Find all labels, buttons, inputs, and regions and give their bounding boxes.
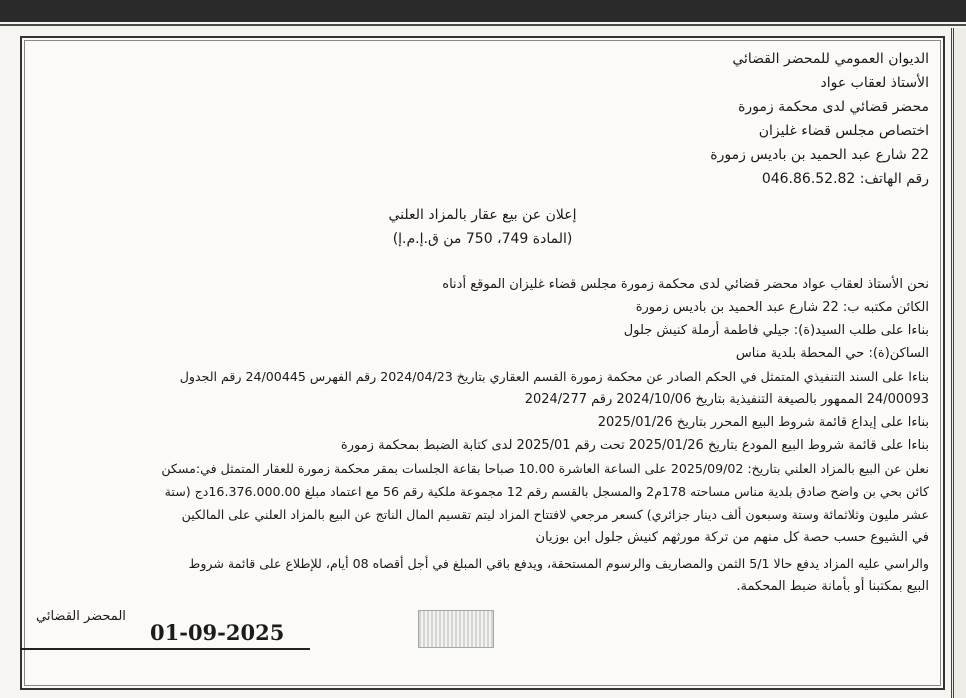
body-line-10: كائن بحي بن واضح صادق بلدية مناس مساحته 178م2 والمسجل بالقسم رقم 12 مجموعة ملكية رقم 56 مع اعتماد مبلغ 16.376.000.00دج (ستة (164, 484, 929, 499)
office-name: الديوان العمومي للمحضر القضائي (732, 51, 929, 67)
body-line-1: نحن الأستاذ لعقاب عواد محضر قضائي لدى محكمة زمورة مجلس قضاء غليزان الموقع أدناه (442, 277, 929, 292)
bailiff-name: الأستاذ لعقاب عواد (820, 75, 929, 91)
notice-title: إعلان عن بيع عقار بالمزاد العلني (388, 207, 577, 223)
top-rule (0, 24, 966, 26)
body-line-5: بناءا على السند التنفيذي المتمثل في الحكم الصادر عن محكمة زمورة القسم العقاري بتاريخ 2024/04/23 رقم الفهرس 24/00445 رقم الجدول (179, 369, 929, 384)
body-line-11: عشر مليون وثلاثمائة وستة وسبعون ألف دينار جزائري) كسعر مرجعي لافتتاح المزاد ليتم تقسيم المال الناتج عن البيع بالمزاد العلني على المالكين (181, 507, 929, 522)
date-underline (20, 648, 310, 650)
notice-subtitle: (المادة 749، 750 من ق.إ.م.إ) (392, 231, 573, 247)
body-line-9: نعلن عن البيع بالمزاد العلني بتاريخ: 2025/09/02 على الساعة العاشرة 10.00 صباحا بقاعة الجلسات بمقر محكمة زمورة للعقار المتمثل في:مسكن (161, 461, 929, 476)
jurisdiction: اختصاص مجلس قضاء غليزان (758, 123, 929, 139)
body-line-13: والراسي عليه المزاد يدفع حالا 5/1 الثمن والمصاريف والرسوم المستحقة، ويدفع باقي المبلغ في أجل أقصاه 08 أيام، للإطلاع على قائمة شروط (188, 556, 929, 571)
body-line-4: الساكن(ة): حي المحطة بلدية مناس (735, 346, 929, 361)
body-line-6: 24/00093 الممهور بالصيغة التنفيذية بتاريخ 2024/10/06 رقم 2024/277 (524, 392, 929, 407)
body-line-7: بناءا على إيداع قائمة شروط البيع المحرر بتاريخ 2025/01/26 (597, 415, 929, 430)
body-line-3: بناءا على طلب السيد(ة): جيلي فاطمة أرملة كنيش جلول (623, 323, 929, 338)
office-address: 22 شارع عبد الحميد بن باديس زمورة (710, 147, 929, 163)
adjacent-column-edge (951, 28, 966, 698)
office-phone: رقم الهاتف: 046.86.52.82 (761, 171, 929, 187)
body-line-2: الكائن مكتبه ب: 22 شارع عبد الحميد بن باديس زمورة (635, 300, 929, 315)
bailiff-court: محضر قضائي لدى محكمة زمورة (738, 99, 929, 115)
newspaper-top-bar (0, 0, 966, 22)
publisher-stamp-image (418, 610, 494, 648)
body-line-14: البيع بمكتبنا أو بأمانة ضبط المحكمة. (736, 579, 929, 594)
signature-label: المحضر القضائي (36, 609, 126, 624)
body-line-12: في الشيوع حسب حصة كل منهم من تركة مورثهم كنيش جلول ابن بوزيان (535, 530, 929, 545)
body-line-8: بناءا على قائمة شروط البيع المودع بتاريخ 2025/01/26 تحت رقم 2025/01 لدى كتابة الضبط بمحكمة زمورة (340, 438, 929, 453)
legal-notice-frame (20, 36, 945, 690)
publication-date: 01-09-2025 (150, 620, 285, 645)
